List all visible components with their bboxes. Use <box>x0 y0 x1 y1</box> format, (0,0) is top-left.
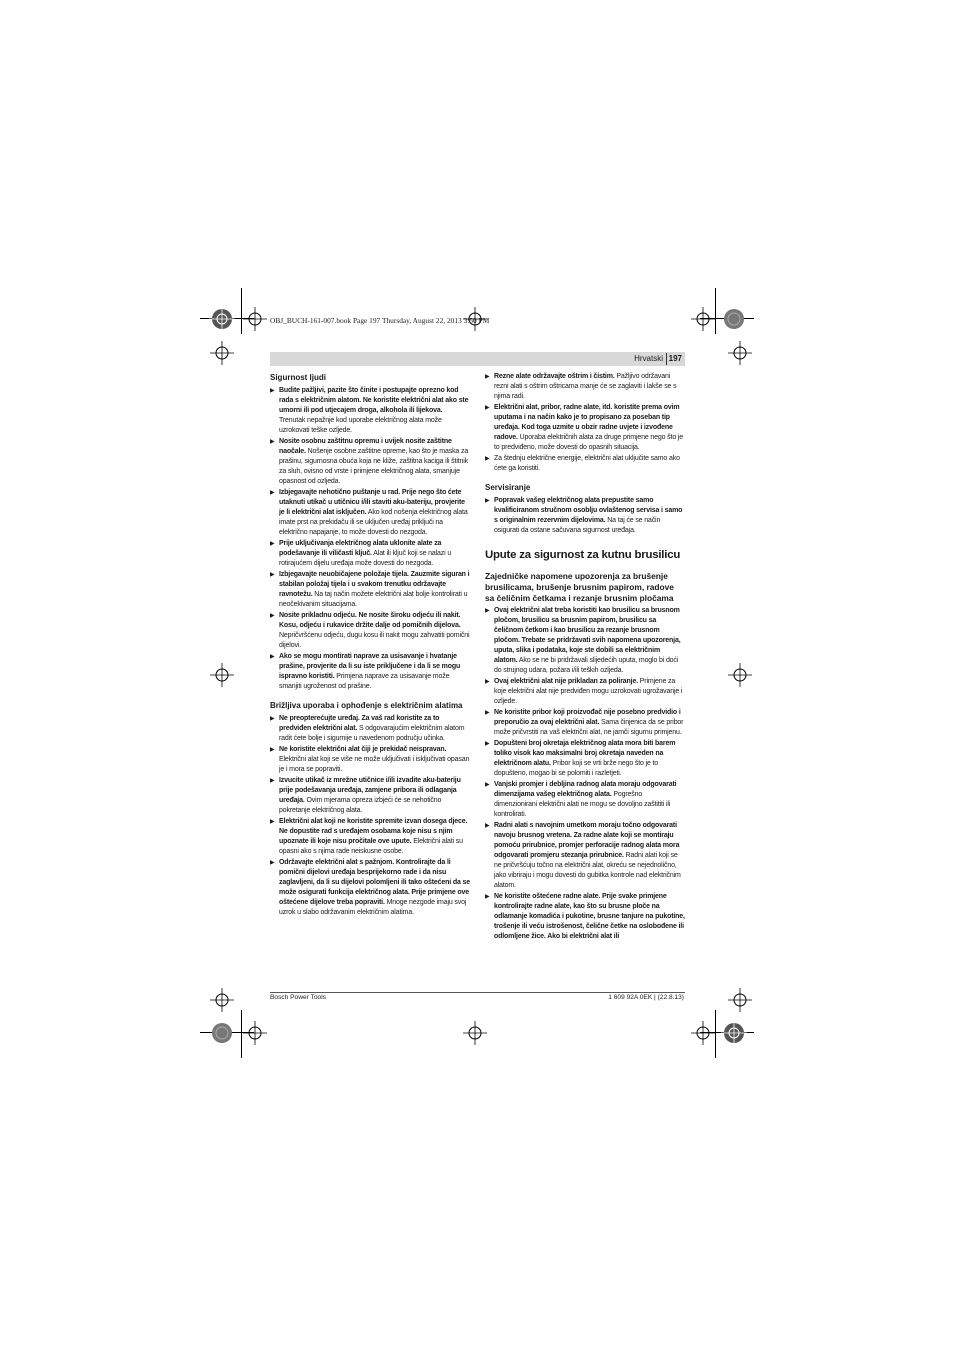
header-language: Hrvatski <box>634 354 663 363</box>
registration-target-icon <box>207 304 237 334</box>
bullet-triangle-icon: ▶ <box>485 710 490 716</box>
list-item <box>485 708 685 738</box>
item-text: Električni alati su opasni ako s njima rade neiskusne osobe. <box>279 838 463 855</box>
item-bold-text: Električni alat koji ne koristite spremite izvan dosega djece. Ne dopustite rad s uređajem osobama koje nisu s njim upoznate ili koje nisu pročitale ove upute. <box>279 818 468 845</box>
list-item <box>270 776 470 816</box>
item-bold-text: Dopušteni broj okretaja električnog alata mora biti barem toliko visok kao maksimalni broj okretaja naveden na električnom alatu. <box>494 740 676 767</box>
list-item <box>270 714 470 744</box>
left-column <box>270 372 470 919</box>
item-bold-text: Rezne alate održavajte oštrim i čistim. <box>494 373 615 380</box>
bullet-triangle-icon: ▶ <box>485 456 490 462</box>
crosshair-icon <box>460 304 490 334</box>
item-text: Uporaba električnih alata za druge primjene nego što je to predviđeno, može dovesti do opasnih situacija. <box>494 434 684 451</box>
crosshair-icon <box>725 338 755 368</box>
item-text: Trenutak nepažnje kod uporabe električnog alata može uzrokovati teške ozljede. <box>279 417 442 434</box>
crosshair-icon <box>207 985 237 1015</box>
crosshair-icon <box>240 304 270 334</box>
bullet-triangle-icon: ▶ <box>485 823 490 829</box>
item-text: Mnoge nezgode imaju svoj uzrok u slabo održavanim električnim alatima. <box>279 899 467 916</box>
section-heading-service: Servisiranje <box>485 483 531 492</box>
item-bold-text: Ovaj električni alat nije prikladan za poliranje. <box>494 678 638 685</box>
item-bold-text: Ako se mogu montirati naprave za usisavanje i hvatanje prašine, provjerite da li su iste priključene i da li se mogu ispravno koristiti. <box>279 653 461 680</box>
crosshair-icon <box>688 304 718 334</box>
section-heading-personal-safety: Sigurnost ljudi <box>270 373 326 382</box>
item-text: Na taj način možete električni alat bolje kontrolirati u neočekivanim situacijama. <box>279 591 468 608</box>
crosshair-icon <box>725 660 755 690</box>
bullet-triangle-icon: ▶ <box>485 782 490 788</box>
list-item <box>270 570 470 610</box>
list-tool-use-continued <box>485 372 685 474</box>
item-text: Pribor koji se vrti brže nego što je to dopušteno, mogao bi se polomiti i razletjeti. <box>494 760 659 777</box>
item-bold-text: Budite pažljivi, pazite što činite i postupajte oprezno kod rada s električnim alatom. Ne koristite električni alat ako ste umorni ili pod utjecajem droga, alkohola ili lijekova. <box>279 387 469 414</box>
crosshair-icon <box>207 660 237 690</box>
right-column <box>485 372 685 943</box>
item-bold-text: Izbjegavajte neuobičajene položaje tijela. Zauzmite siguran i stabilan položaj tijela i u svakom trenutku održavajte ravnotežu. <box>279 571 470 598</box>
bullet-triangle-icon: ▶ <box>270 541 275 547</box>
header-separator <box>666 353 667 365</box>
footer-brand: Bosch Power Tools <box>270 994 326 1001</box>
list-item <box>270 539 470 569</box>
list-item <box>485 606 685 676</box>
list-item <box>270 817 470 857</box>
print-header: OBJ_BUCH-161-007.book Page 197 Thursday, August 22, 2013 3:50 PM <box>270 316 490 325</box>
item-bold-text: Ovaj električni alat treba koristiti kao brusilicu sa brusnom pločom, brusilicu sa brusnim papirom, brusilicu sa čeličnom četkom i kao brusilicu za rezanje brusnom pločom. Trebate se pridržavati svih napomena upozorenja, uputa, slika i podataka, koje ste dobili sa električnim alatom. <box>494 607 681 664</box>
item-bold-text: Prije uključivanja električnog alata uklonite alate za podešavanje ili viličasti ključ. <box>279 540 442 557</box>
item-text: Sama činjenica da se pribor može pričvrstiti na vaš električni alat, ne jamči sigurnu primjenu. <box>494 719 684 736</box>
footer-doc-number: 1 609 92A 0EK | (22.8.13) <box>608 994 684 1001</box>
item-text: S odgovarajućim električnim alatom radit ćete bolje i sigurnije u navedenom području učinka. <box>279 725 465 742</box>
bullet-triangle-icon: ▶ <box>270 613 275 619</box>
list-item <box>485 496 685 536</box>
page-number: 197 <box>668 354 682 363</box>
item-text: Alat ili ključ koji se nalazi u rotirajućem dijelu uređaja može dovesti do nezgoda. <box>279 550 452 567</box>
item-text: Ako se ne bi pridržavali slijedećih uputa, moglo bi doći do strujnog udara, požara i/ili teških ozljeda. <box>494 657 679 674</box>
registration-target-icon <box>719 304 749 334</box>
sub-heading-common-warnings: Zajedničke napomene upozorenja za brušenje brusilicama, brušenje brusnim papirom, radove sa čeličnim četkama i rezanje brusnim pločama <box>485 571 674 603</box>
registration-target-icon <box>719 1018 749 1048</box>
item-bold-text: Ne koristite pribor koji proizvođač nije posebno predvidio i preporučio za ovaj električni alat. <box>494 709 681 726</box>
item-bold-text: Ne koristite električni alat čiji je prekidač neispravan. <box>279 746 447 753</box>
main-heading-grinder-safety: Upute za sigurnost za kutnu brusilicu <box>485 549 681 561</box>
bullet-triangle-icon: ▶ <box>485 405 490 411</box>
item-text: Ako kod nošenja električnog alata imate prst na prekidaču ili se uključen uređaj priključi na električno napajanje, to može dovesti do nezgoda. <box>279 509 468 536</box>
crosshair-icon <box>207 338 237 368</box>
bullet-triangle-icon: ▶ <box>485 741 490 747</box>
page-header-bar <box>270 352 685 366</box>
item-text: Pogrešno dimenzionirani električni alati ne mogu se dovoljno zaštititi ili kontrolirati. <box>494 791 671 818</box>
list-item <box>270 437 470 487</box>
item-bold-text: Radni alati s navojnim umetkom moraju točno odgovarati navoju brusnog vretena. Za radne alate koji se montiraju pomoću prirubnice, promjer perforacije radnog alata mora odgovarati promjeru stezanja prirubnice. <box>494 822 680 859</box>
item-text: Primjene za koje električni alat nije predviđen mogu uzrokovati ugrožavanje i ozljede. <box>494 678 683 705</box>
list-item <box>485 780 685 820</box>
bullet-triangle-icon: ▶ <box>485 374 490 380</box>
bullet-triangle-icon: ▶ <box>270 819 275 825</box>
list-item <box>485 454 685 474</box>
item-bold-text: Popravak vašeg električnog alata prepustite samo kvalificiranom stručnom osoblju ovlaštenog servisa i samo s originalnim rezervnim dijelovima. <box>494 497 683 524</box>
bullet-triangle-icon: ▶ <box>270 716 275 722</box>
item-text: Nošenje osobne zaštitne opreme, kao što je maska za prašinu, sigurnosna obuća koja ne kliže, zaštitna kaciga ili štitnik za sluh, ovisno od vrste i primjene električnog alata, smanjuje opasnost od ozljeda. <box>279 448 469 485</box>
list-item <box>485 372 685 402</box>
list-grinder-warnings <box>485 606 685 942</box>
list-item <box>270 488 470 538</box>
bullet-triangle-icon: ▶ <box>270 778 275 784</box>
item-bold-text: Izvucite utikač iz mrežne utičnice i/ili izvadite aku-bateriju prije podešavanja uređaja, zamjene pribora ili odlaganja uređaja. <box>279 777 461 804</box>
item-text: Primjena naprave za usisavanje može smanjiti ugroženost od prašine. <box>279 673 450 690</box>
item-text: Za štednju električne energije, električni alat uključite samo ako ćete ga koristiti. <box>494 455 680 472</box>
list-item <box>270 652 470 692</box>
list-item <box>270 386 470 436</box>
crosshair-icon <box>725 985 755 1015</box>
bullet-triangle-icon: ▶ <box>485 498 490 504</box>
item-text: Električni alat koji se više ne može uključivati i isključivati opasan je i mora se popraviti. <box>279 756 470 773</box>
list-personal-safety <box>270 386 470 692</box>
item-text: Na taj će se način osigurati da ostane sačuvana sigurnost uređaja. <box>494 517 661 534</box>
item-bold-text: Održavajte električni alat s pažnjom. Kontrolirajte da li pomični dijelovi uređaja besprijekorno rade i da nisu zaglavljeni, da li su dijelovi polomljeni ili tako oštećeni da se može osigurati funkcija električnog alata. Prije primjene ove oštećene dijelove treba popraviti. <box>279 859 470 906</box>
item-bold-text: Izbjegavajte nehotično puštanje u rad. Prije nego što ćete utaknuti utikač u utičnicu i/ili staviti aku-bateriju, provjerite je li električni alat isključen. <box>279 489 465 516</box>
item-bold-text: Ne koristite oštećene radne alate. Prije svake primjene kontrolirajte radne alate, kao što su brusne ploče na odlamanje komadića i pukotine, brusne tanjure na pukotine, trošenje ili veću istrošenost, čelične četke na oslobođene ili odlomljene žice. Ako bi električni alat ili <box>494 893 685 940</box>
list-item <box>485 821 685 891</box>
bullet-triangle-icon: ▶ <box>270 490 275 496</box>
bullet-triangle-icon: ▶ <box>485 679 490 685</box>
bullet-triangle-icon: ▶ <box>270 572 275 578</box>
list-item <box>270 745 470 775</box>
list-item <box>485 892 685 942</box>
crosshair-icon <box>240 1018 270 1048</box>
bullet-triangle-icon: ▶ <box>270 439 275 445</box>
footer-rule <box>270 992 685 993</box>
item-text: Ovim mjerama opreza izbjeći će se nehotično pokretanje električnog alata. <box>279 797 442 814</box>
bullet-triangle-icon: ▶ <box>270 388 275 394</box>
crosshair-icon <box>688 1018 718 1048</box>
registration-target-icon <box>207 1018 237 1048</box>
bullet-triangle-icon: ▶ <box>270 654 275 660</box>
item-bold-text: Nosite prikladnu odjeću. Ne nosite široku odjeću ili nakit. Kosu, odjeću i rukavice držite dalje od pomičnih dijelova. <box>279 612 461 629</box>
list-service <box>485 496 685 536</box>
list-item <box>270 611 470 651</box>
bullet-triangle-icon: ▶ <box>270 747 275 753</box>
item-text: Nepričvršćenu odjeću, dugu kosu ili nakit mogu zahvatiti pomični dijelovi. <box>279 632 470 649</box>
item-text: Radni alati koji se ne pričvršćuju točno na električni alat, okreću se nejednolično, jako vibriraju i mogu dovesti do gubitka kontrole nad električnim alatom. <box>494 852 681 889</box>
list-tool-use <box>270 714 470 918</box>
list-item <box>270 858 470 918</box>
item-bold-text: Nosite osobnu zaštitnu opremu i uvijek nosite zaštitne naočale. <box>279 438 452 455</box>
bullet-triangle-icon: ▶ <box>485 894 490 900</box>
bullet-triangle-icon: ▶ <box>270 860 275 866</box>
bullet-triangle-icon: ▶ <box>485 608 490 614</box>
crosshair-icon <box>460 1018 490 1048</box>
list-item <box>485 739 685 779</box>
item-bold-text: Električni alat, pribor, radne alate, itd. koristite prema ovim uputama i na način kako je to propisano za poseban tip uređaja. Kod toga uzmite u obzir radne uvjete i izvođene radove. <box>494 404 680 441</box>
item-bold-text: Ne preopterećujte uređaj. Za vaš rad koristite za to predviđen električni alat. <box>279 715 440 732</box>
section-heading-tool-use: Brižljiva uporaba i ophođenje s električnim alatima <box>270 701 463 710</box>
item-text: Pažljivo održavani rezni alati s oštrim oštricama manje će se zaglaviti i lakše se s njima radi. <box>494 373 677 400</box>
list-item <box>485 403 685 453</box>
list-item <box>485 677 685 707</box>
item-bold-text: Vanjski promjer i debljina radnog alata moraju odgovarati dimenzijama vašeg električnog alata. <box>494 781 677 798</box>
